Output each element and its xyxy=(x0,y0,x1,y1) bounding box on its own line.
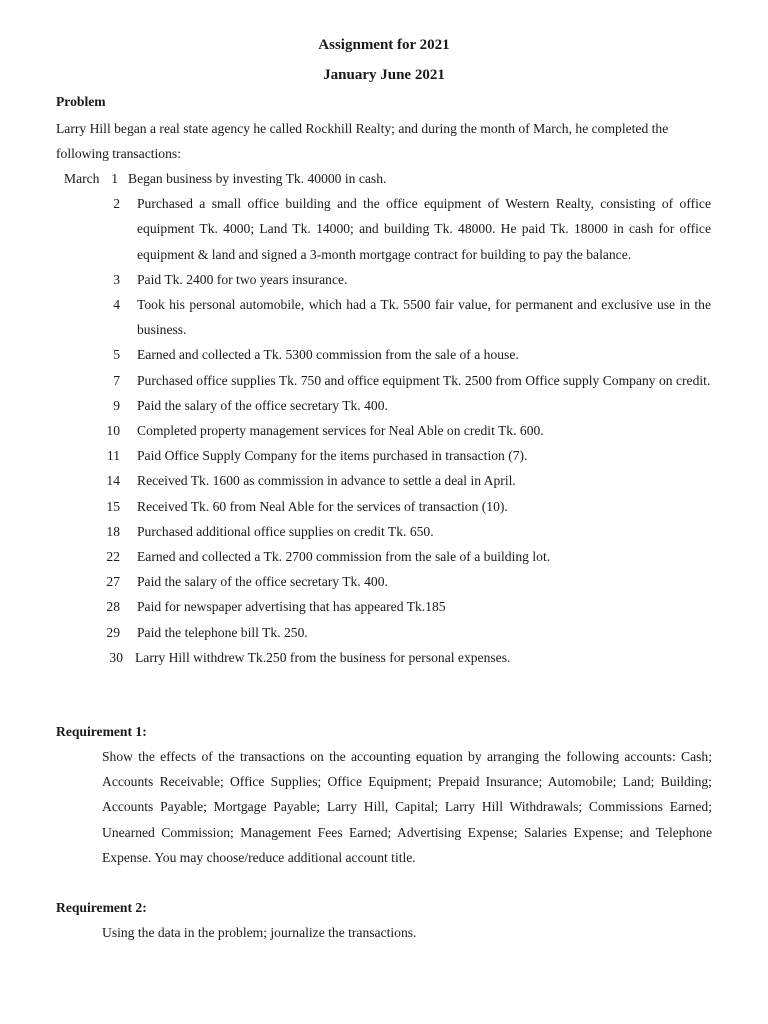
transaction-day: 4 xyxy=(113,297,120,313)
transaction-text: Received Tk. 60 from Neal Able for the services of transaction (10). xyxy=(137,498,508,514)
transaction-text: Larry Hill withdrew Tk.250 from the business for personal expenses. xyxy=(135,649,511,665)
transaction-text: Paid the salary of the office secretary Tk. 400. xyxy=(137,574,388,590)
transaction-day: 14 xyxy=(106,473,120,489)
transaction-day: 29 xyxy=(106,624,120,640)
transaction-text: Paid Tk. 2400 for two years insurance. xyxy=(137,271,348,287)
transaction-text: Purchased a small office building and the office equipment of Western Realty, consisting of office equipment Tk. 4000; Land Tk. 14000; and building Tk. 48000. He paid Tk. 18000 in cash for office equipment & land and signed a 3-month mortgage contract for building to pay the balance. xyxy=(137,196,711,262)
transaction-day: 28 xyxy=(106,599,120,615)
transaction-day: 11 xyxy=(106,448,120,464)
transaction-day: 3 xyxy=(113,271,120,287)
transaction-item xyxy=(0,569,711,594)
transaction-day: 18 xyxy=(106,523,120,539)
transaction-item xyxy=(0,267,711,292)
transaction-item xyxy=(0,645,709,670)
document-title: Assignment for 2021 xyxy=(318,37,450,53)
transaction-day: 5 xyxy=(113,347,120,363)
requirement1-text: Show the effects of the transactions on the accounting equation by arranging the following accounts: Cash; Accounts Receivable; Office Supplies; Office Equipment; Prepaid Insurance; Automobile; Land; Building; Accounts Payable; Mortgage Payable; Larry Hill, Capital; Larry Hill Withdrawals; Commissions Earned; Unearned Commission; Management Fees Earned; Advertising Expense; Salaries Expense; and Telephone Expense. You may choose/reduce additional account title. xyxy=(102,749,712,865)
transaction-item xyxy=(0,342,711,367)
transaction-item xyxy=(0,519,711,544)
transaction-item xyxy=(0,468,711,493)
transaction-item xyxy=(0,292,711,342)
problem-heading: Problem xyxy=(56,94,106,109)
transaction-text: Took his personal automobile, which had a Tk. 5500 fair value, for permanent and exclusive use in the business. xyxy=(137,297,711,338)
transaction-text: Earned and collected a Tk. 2700 commission from the sale of a building lot. xyxy=(137,549,551,565)
transaction-item xyxy=(0,443,711,468)
transaction-text: Began business by investing Tk. 40000 in cash. xyxy=(128,171,387,186)
transaction-month: March xyxy=(64,171,100,186)
transaction-item xyxy=(0,620,711,645)
transaction-text: Paid the salary of the office secretary Tk. 400. xyxy=(137,397,388,413)
transaction-day: 1 xyxy=(111,171,118,186)
transaction-text: Paid Office Supply Company for the items purchased in transaction (7). xyxy=(137,448,528,464)
transaction-item xyxy=(0,191,711,267)
requirement1-heading: Requirement 1: xyxy=(56,724,147,739)
problem-intro: Larry Hill began a real state agency he called Rockhill Realty; and during the month of March, he completed the following transactions: xyxy=(56,121,669,162)
transaction-list xyxy=(0,166,768,670)
transaction-day: 22 xyxy=(106,549,120,565)
transaction-day: 27 xyxy=(106,574,120,590)
transaction-day: 10 xyxy=(106,423,120,439)
transaction-day: 30 xyxy=(109,649,123,665)
transaction-item xyxy=(0,368,711,393)
transaction-item xyxy=(0,418,711,443)
requirement2-heading: Requirement 2: xyxy=(56,900,147,915)
transaction-text: Completed property management services for Neal Able on credit Tk. 600. xyxy=(137,423,544,439)
transaction-item xyxy=(0,166,574,191)
transaction-item xyxy=(0,544,711,569)
transaction-text: Earned and collected a Tk. 5300 commission from the sale of a house. xyxy=(137,347,519,363)
transaction-day: 7 xyxy=(113,372,120,388)
transaction-day: 2 xyxy=(113,196,120,212)
document-subtitle: January June 2021 xyxy=(323,67,445,83)
requirement2-text: Using the data in the problem; journalize the transactions. xyxy=(102,925,417,940)
transaction-day: 15 xyxy=(106,498,120,514)
transaction-text: Purchased office supplies Tk. 750 and office equipment Tk. 2500 from Office supply Company on credit. xyxy=(137,372,711,388)
transaction-text: Paid the telephone bill Tk. 250. xyxy=(137,624,308,640)
transaction-item xyxy=(0,393,711,418)
transaction-text: Purchased additional office supplies on credit Tk. 650. xyxy=(137,523,434,539)
transaction-text: Paid for newspaper advertising that has appeared Tk.185 xyxy=(137,599,446,615)
transaction-item xyxy=(0,494,711,519)
transaction-day: 9 xyxy=(113,397,120,413)
transaction-item xyxy=(0,594,711,619)
transaction-text: Received Tk. 1600 as commission in advance to settle a deal in April. xyxy=(137,473,516,489)
